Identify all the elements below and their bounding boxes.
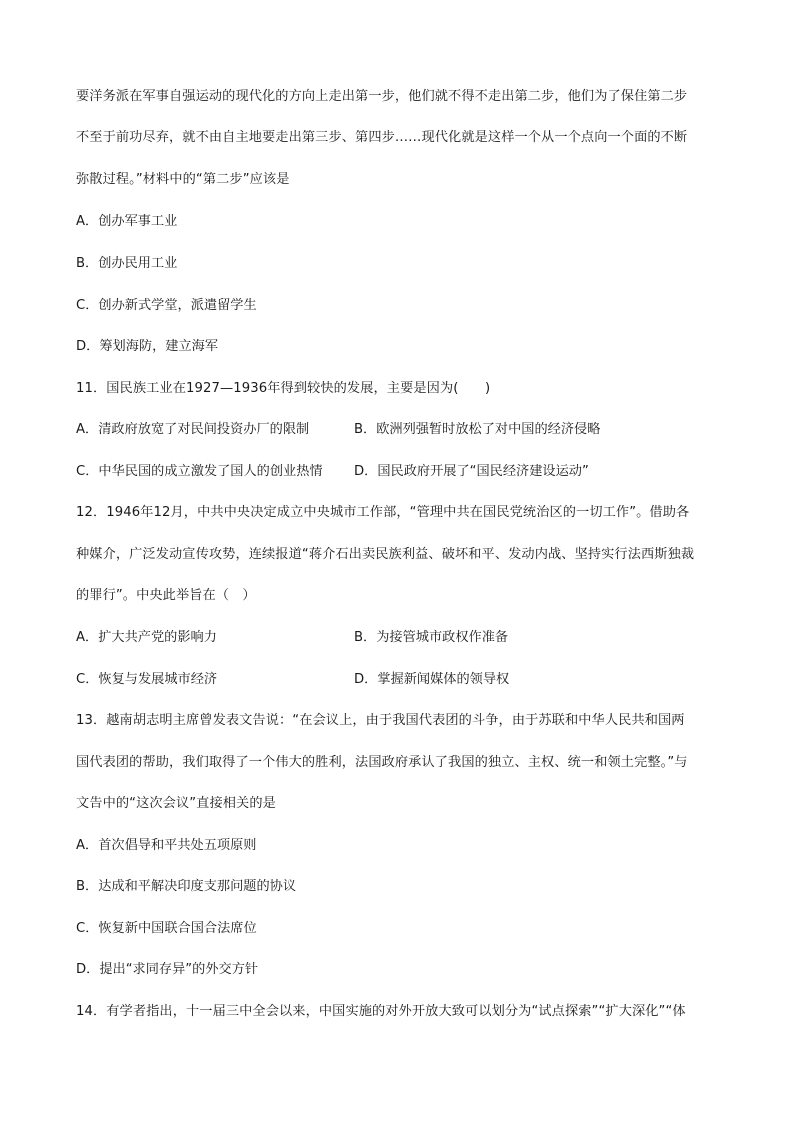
- q13-stem-line-2: 国代表团的帮助，我们取得了一个伟大的胜利，法国政府承认了我国的独立、主权、统一和领土完整。”与: [76, 755, 688, 770]
- q10-stem-line-1: 要洋务派在军事自强运动的现代化的方向上走出第一步，他们就不得不走出第二步，他们为了保住第二步: [76, 89, 688, 104]
- q11-option-a: A．清政府放宽了对民间投资办厂的限制: [76, 422, 310, 437]
- q10-stem-line-3: 弥散过程。”材料中的“第二步”应该是: [76, 172, 290, 187]
- q13-option-d: D．提出“求同存异”的外交方针: [76, 962, 259, 977]
- q12-stem-line-2: 种媒介，广泛发动宣传攻势，连续报道“蒋介石出卖民族利益、破坏和平、发动内战、坚持实行法西斯独裁: [76, 547, 695, 562]
- q12-option-a: A．扩大共产党的影响力: [76, 630, 217, 645]
- q10-option-d: D．筹划海防，建立海军: [76, 339, 219, 354]
- q13-stem-line-1: 13．越南胡志明主席曾发表文告说：“在会议上，由于我国代表团的斗争，由于苏联和中华人民共和国两: [76, 713, 685, 728]
- q12-option-b: B．为接管城市政权作准备: [354, 630, 509, 645]
- q11-stem: 11．国民族工业在1927—1936年得到较快的发展，主要是因为( ): [76, 381, 491, 396]
- q13-option-a: A．首次倡导和平共处五项原则: [76, 838, 257, 853]
- q14-stem-line-1: 14．有学者指出，十一届三中全会以来，中国实施的对外开放大致可以划分为“试点探索”“扩大深化”“体: [76, 1004, 686, 1019]
- q10-option-a: A．创办军事工业: [76, 214, 178, 229]
- q12-stem-line-3: 的罪行”。中央此举旨在（ ）: [76, 588, 256, 603]
- q11-option-c: C．中华民国的成立激发了国人的创业热情: [76, 464, 323, 479]
- q12-option-c: C．恢复与发展城市经济: [76, 672, 218, 687]
- q12-option-d: D．掌握新闻媒体的领导权: [354, 672, 510, 687]
- q11-option-d: D．国民政府开展了“国民经济建设运动”: [354, 464, 589, 479]
- q11-option-b: B．欧洲列强暂时放松了对中国的经济侵略: [354, 422, 601, 437]
- q13-option-c: C．恢复新中国联合国合法席位: [76, 921, 257, 936]
- q10-stem-line-2: 不至于前功尽弃，就不由自主地要走出第三步、第四步……现代化就是这样一个从一个点向一个面的不断: [76, 130, 688, 145]
- q13-option-b: B．达成和平解决印度支那问题的协议: [76, 879, 297, 894]
- q10-option-c: C．创办新式学堂，派遣留学生: [76, 298, 257, 313]
- q13-stem-line-3: 文告中的“这次会议”直接相关的是: [76, 796, 276, 811]
- q12-stem-line-1: 12．1946年12月，中共中央决定成立中央城市工作部，“管理中共在国民党统治区的一切工作”。借助各: [76, 505, 690, 520]
- q10-option-b: B．创办民用工业: [76, 256, 178, 271]
